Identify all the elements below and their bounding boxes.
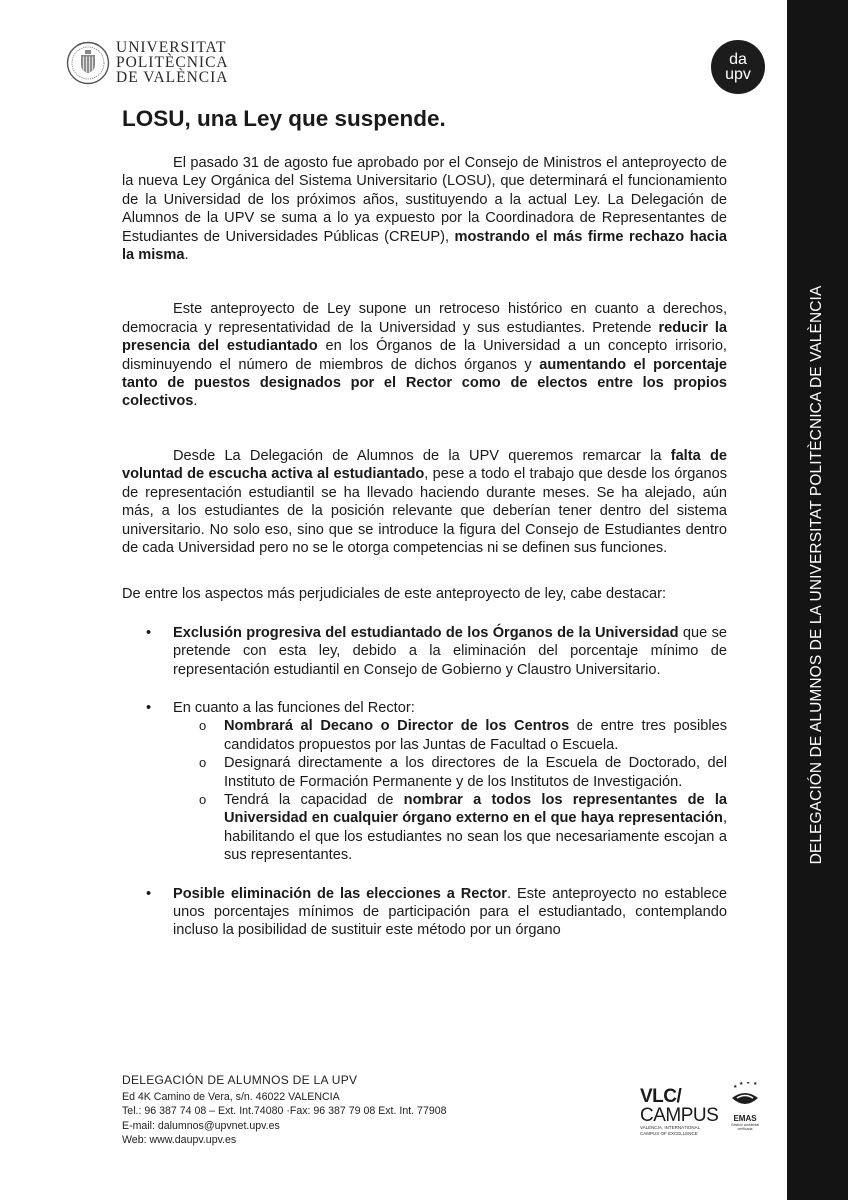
daupv-logo-top: da [729, 51, 747, 68]
upv-logo [66, 40, 229, 85]
paragraph-4: De entre los aspectos más perjudiciales de este anteproyecto de ley, cabe destacar: [122, 586, 667, 603]
upv-wordmark-line: POLITÈCNICA [116, 54, 229, 71]
paragraph-text: Desde La Delegación de Alumnos de la UPV queremos remarcar la [173, 447, 671, 464]
list-item-text: En cuanto a las funciones del Rector: [173, 699, 415, 716]
svg-text:★: ★ [753, 1082, 758, 1087]
circle-bullet-icon: o [199, 755, 207, 771]
svg-text:★: ★ [739, 1082, 744, 1087]
list-item-body: que se pretende con esta ley, debido a la eliminación del porcentaje mínimo de representación estudiantil en Consejo de Gobierno y Claustro Universitario. [173, 624, 728, 678]
document-body [122, 154, 727, 940]
list-item-body: de entre tres posibles candidatos propuestos por las Juntas de Facultad o Escuela. [224, 718, 727, 753]
emas-logo [725, 1082, 765, 1131]
list-item-body: Tendrá la capacidad de [224, 791, 404, 808]
footer-address: Ed 4K Camino de Vera, s/n. 46022 VALENCIA [122, 1090, 340, 1103]
list-item-text [173, 885, 727, 940]
list-item [122, 885, 727, 940]
paragraph-emphasis: falta de voluntad de escucha activa al estudiantado [122, 447, 727, 483]
paragraph-1 [122, 154, 727, 264]
svg-text:★: ★ [746, 1082, 751, 1086]
bullet-icon: • [146, 885, 152, 902]
list-item-body: . Este anteproyecto no establece unos porcentajes mínimos de participación para el estudiantado, contemplando incluso la posibilidad de sustituir este método por un órgano [173, 885, 727, 939]
sub-list-item [173, 754, 727, 791]
footer-org-name: DELEGACIÓN DE ALUMNOS DE LA UPV [122, 1073, 358, 1087]
document-title: LOSU, una Ley que suspende. [122, 106, 446, 131]
sub-list-item [173, 717, 727, 754]
sub-list-item [173, 791, 727, 865]
footer-phone: Tel.: 96 387 74 08 – Ext. Int.74080 ·Fax: 96 387 79 08 Ext. Int. 77908 [122, 1105, 447, 1118]
list-item-emphasis: Posible eliminación de las elecciones a Rector [173, 885, 507, 902]
daupv-logo [711, 40, 765, 94]
footer-email-link[interactable]: E-mail: dalumnos@upvnet.upv.es [122, 1119, 280, 1132]
footer-contact [122, 1073, 447, 1148]
bullet-list [122, 624, 727, 940]
paragraph-emphasis: mostrando el más firme rechazo hacia la misma [122, 228, 728, 264]
circle-bullet-icon: o [199, 791, 207, 807]
circle-bullet-icon: o [199, 718, 207, 734]
upv-wordmark [116, 40, 229, 85]
list-item-body: Designará directamente a los directores de la Escuela de Doctorado, del Instituto de Formación Permanente y de los Institutos de Investigación. [224, 755, 727, 790]
university-seal-icon [66, 41, 110, 85]
paragraph-emphasis: reducir la presencia del estudiantado [122, 319, 727, 355]
paragraph-text: , pese a todo el trabajo que desde los órganos de representación estudiantil se ha llevado haciendo durante meses. Se ha alejado, aún más, a los estudiantes de la posición relevante que deberían tener dentro del sistema universitario. No solo eso, sino que se introduce la figura del Consejo de Estudiantes dentro de cada Universidad pero no se le otorga competencias ni se definen sus funciones. [122, 466, 727, 556]
vlc-title-line2: CAMPUS [640, 1105, 719, 1126]
svg-text:★: ★ [733, 1084, 738, 1090]
vlc-campus-logo [640, 1086, 719, 1136]
list-item-body: , habilitando el que los estudiantes no sean los que necesariamente escojan a sus representantes. [224, 810, 727, 864]
paragraph-text: El pasado 31 de agosto fue aprobado por el Consejo de Ministros el anteproyecto de la nueva Ley Orgánica del Sistema Universitario (LOSU), que determinará el funcionamiento de la Universidad de los próximos años, sustituyendo a la actual Ley. La Delegación de Alumnos de la UPV se suma a lo ya expuesto por la Coordinadora de Representantes de Estudiantes de Universidades Públicas (CREUP), [122, 155, 727, 245]
paragraph-text: . [193, 393, 198, 410]
list-item-text [173, 624, 727, 679]
emas-label: EMAS [733, 1114, 757, 1123]
sidebar-text: DELEGACIÓN DE ALUMNOS DE LA UNIVERSITAT POLITÈCNICA DE VALÈNCIA [808, 285, 825, 865]
list-item [122, 624, 727, 679]
list-item-emphasis: Exclusión progresiva del estudiantado de los Órganos de la Universidad [173, 624, 679, 641]
list-item-emphasis: nombrar a todos los representantes de la Universidad en cualquier órgano externo en el que haya representación [224, 791, 728, 827]
emas-note: Gestión ambiental verificada [730, 1123, 760, 1131]
list-item [122, 699, 727, 865]
sub-list [173, 717, 727, 864]
list-item-emphasis: Nombrará al Decano o Director de los Centros [224, 718, 570, 735]
emas-emblem-icon [729, 1082, 761, 1108]
daupv-logo-bottom: upv [725, 66, 751, 83]
paragraph-emphasis: aumentando el porcentaje tanto de puestos designados por el Rector como de electos entre los propios colectivos [122, 356, 727, 410]
paragraph-text: Este anteproyecto de Ley supone un retroceso histórico en cuanto a derechos, democracia y representatividad de la Universidad y sus estudiantes. Pretende [122, 301, 727, 336]
vlc-title-line1: VLC/ [640, 1086, 682, 1107]
paragraph-text: . [184, 247, 189, 264]
upv-wordmark-line: UNIVERSITAT [116, 39, 227, 56]
bullet-icon: • [146, 624, 152, 641]
footer-web-link[interactable]: Web: www.daupv.upv.es [122, 1134, 237, 1147]
upv-wordmark-line: DE VALÈNCIA [116, 69, 229, 86]
vlc-campus-subtitle: VALENCIA, INTERNATIONAL CAMPUS OF EXCELLENCE [640, 1125, 700, 1136]
vlc-campus-title [640, 1086, 719, 1126]
paragraph-text: en los Órganos de la Universidad a un concepto irrisorio, disminuyendo el número de miembros de dichos órganos y [122, 338, 727, 373]
vertical-sidebar [787, 0, 848, 1200]
paragraph-2 [122, 300, 727, 410]
paragraph-3 [122, 447, 727, 557]
bullet-icon: • [146, 699, 152, 716]
